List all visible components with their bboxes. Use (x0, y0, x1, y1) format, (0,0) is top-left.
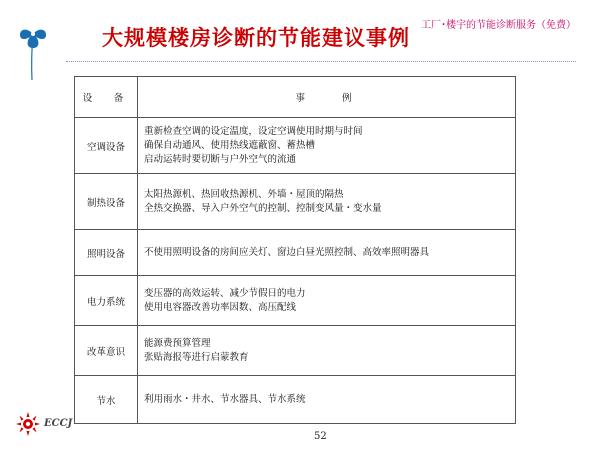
page-number: 52 (314, 431, 327, 442)
example-line: 变压器的高效运转、减少节假日的电力 (144, 287, 306, 299)
page-title: 大规模楼房诊断的节能建议事例 (102, 26, 410, 50)
energy-saving-cases-table (74, 76, 516, 424)
example-line: 能源费预算管理 (144, 337, 211, 349)
row-category: 节水 (75, 376, 138, 424)
row-category: 改革意识 (75, 326, 138, 376)
table-row (75, 376, 516, 424)
row-examples (138, 326, 516, 376)
table-header-row (75, 77, 516, 118)
example-line: 利用雨水・井水、节水器具、节水系统 (144, 393, 306, 405)
table-row (75, 326, 516, 376)
row-examples (138, 174, 516, 230)
row-category: 照明设备 (75, 230, 138, 276)
column-header-examples: 事 例 (138, 77, 516, 118)
example-line: 确保自动通风、使用热线遮蔽窗、蓄热槽 (144, 139, 316, 151)
example-line: 全热交换器、导入户外空气的控制、控制变风量・变水量 (144, 202, 382, 214)
example-line: 重新检查空调的设定温度，设定空调使用时期与时间 (144, 125, 363, 137)
page-subtitle: 工厂･楼宇的节能诊断服务（免费） (421, 20, 576, 31)
header-divider (66, 61, 576, 62)
table-row (75, 118, 516, 174)
table-row (75, 276, 516, 326)
example-line: 张贴海报等进行启蒙教育 (144, 351, 249, 363)
row-category: 制热设备 (75, 174, 138, 230)
row-category: 电力系统 (75, 276, 138, 326)
row-examples (138, 118, 516, 174)
eccj-label: ECCJ (44, 418, 73, 429)
example-line: 不使用照明设备的房间应关灯、窗边白昼光照控制、高效率照明器具 (144, 246, 430, 258)
row-examples (138, 230, 516, 276)
table-row (75, 230, 516, 276)
example-line: 使用电容器改善功率因数、高压配线 (144, 301, 297, 313)
table-row (75, 174, 516, 230)
eccj-logo-icon (14, 411, 44, 437)
example-line: 太阳热源机、热回收热源机、外墙・屋顶的隔热 (144, 188, 344, 200)
row-examples (138, 376, 516, 424)
example-line: 启动运转时要切断与户外空气的流通 (144, 153, 297, 165)
clover-logo-icon (8, 4, 58, 82)
row-examples (138, 276, 516, 326)
column-header-equipment: 设 备 (75, 77, 138, 118)
row-category: 空调设备 (75, 118, 138, 174)
